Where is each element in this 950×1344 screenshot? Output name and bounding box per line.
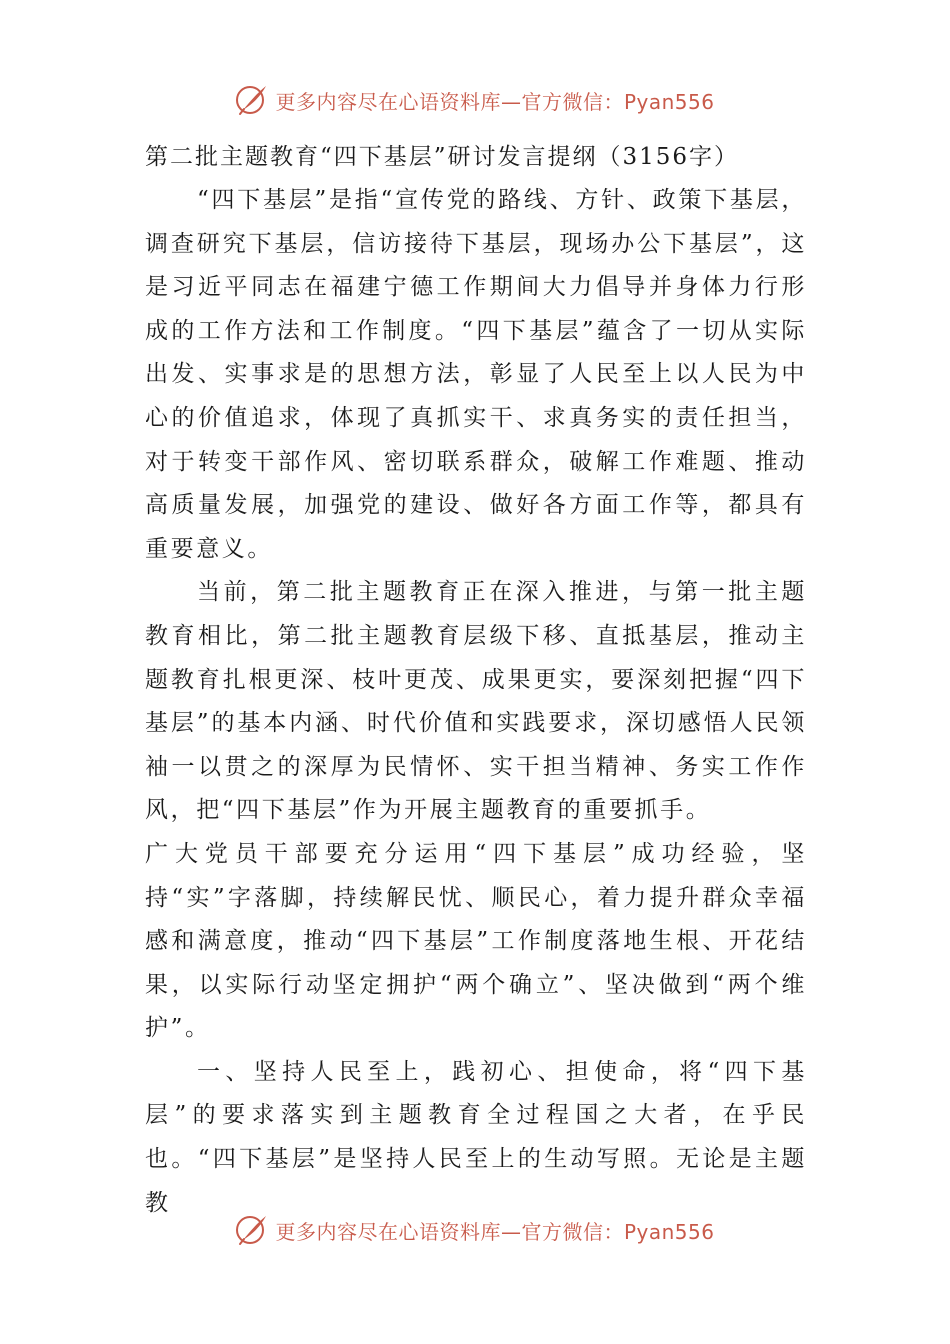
paragraph: “四下基层”是指“宣传党的路线、方针、政策下基层，调查研究下基层，信访接待下基层，现场办公下基层”，这是习近平同志在福建宁德工作期间大力倡导并身体力行形成的工作方法和工作制度。“四下基层”蕴含了一切从实际出发、实事求是的思想方法，彰显了人民至上以人民为中心的价值追求，体现了真抓实干、求真务实的责任担当，对于转变干部作风、密切联系群众，破解工作难题、推动高质量发展，加强党的建设、做好各方面工作等，都具有重要意义。 [145,187,807,562]
quill-logo-icon [235,1213,269,1247]
paragraph: 广大党员干部要充分运用“四下基层”成功经验，坚持“实”字落脚，持续解民忧、顺民心，着力提升群众幸福感和满意度，推动“四下基层”工作制度落地生根、开花结果，以实际行动坚定拥护“两个确立”、坚决做到“两个维护”。 [145,840,807,1042]
quill-logo-icon [235,83,269,117]
banner-text: 更多内容尽在心语资料库—官方微信：Pyan556 [275,89,715,114]
paragraph: 当前，第二批主题教育正在深入推进，与第一批主题教育相比，第二批主题教育层级下移、直抵基层，推动主题教育扎根更深、枝叶更茂、成果更实，要深刻把握“四下基层”的基本内涵、时代价值和实践要求，深切感悟人民领袖一以贯之的深厚为民情怀、实干担当精神、务实工作作风，把“四下基层”作为开展主题教育的重要抓手。 [145,579,807,824]
paragraph: 一、坚持人民至上，践初心、担使命，将“四下基层”的要求落实到主题教育全过程国之大者，在乎民也。“四下基层”是坚持人民至上的生动写照。无论是主题教 [145,1058,807,1216]
header-banner [0,80,950,120]
banner-text: 更多内容尽在心语资料库—官方微信：Pyan556 [275,1219,715,1244]
document-body [145,136,807,1225]
footer-banner [0,1210,950,1250]
document-title: 第二批主题教育“四下基层”研讨发言提纲（3156字） [145,144,740,170]
